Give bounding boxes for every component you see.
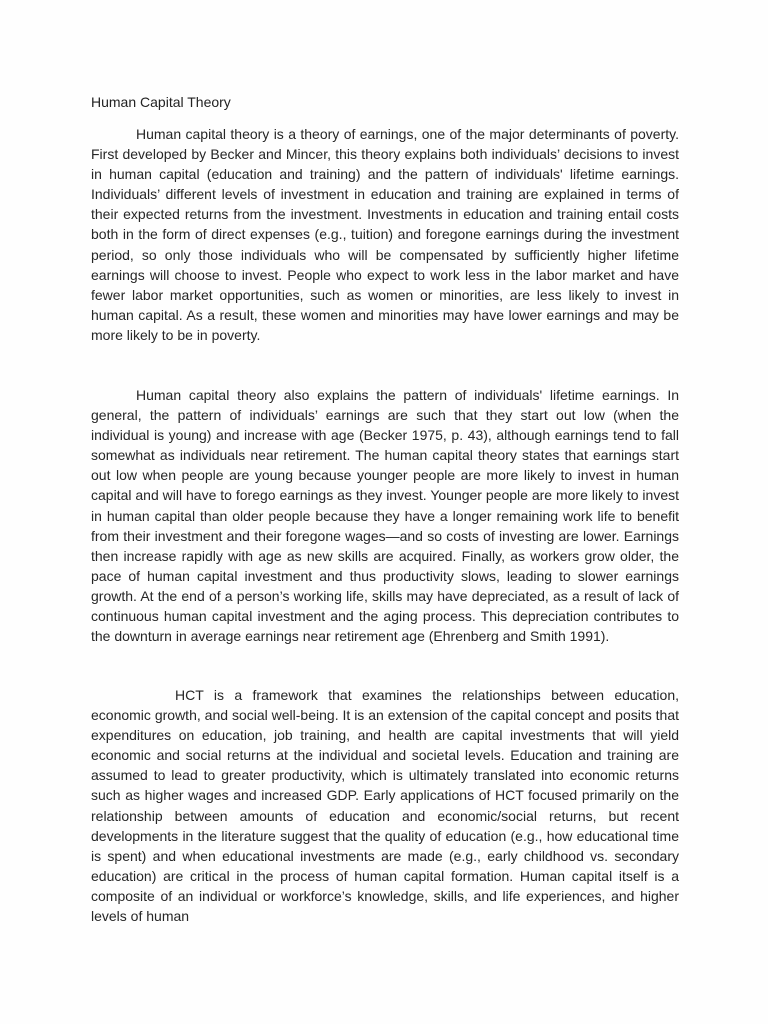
paragraph-3: HCT is a framework that examines the relationships between education, economic growth, and social well-being. It is an extension of the capital concept and posits that expenditures on education, job training, and health are capital investments that will yield economic and social returns at the individual and societal levels. Education and training are assumed to lead to greater productivity, which is ultimately translated into economic returns such as higher wages and increased GDP. Early applications of HCT focused primarily on the relationship between amounts of education and economic/social returns, but recent developments in the literature suggest that the quality of education (e.g., how educational time is spent) and when educational investments are made (e.g., early childhood vs. secondary education) are critical in the process of human capital formation. Human capital itself is a composite of an individual or workforce’s knowledge, skills, and life experiences, and higher levels of human bbox=[91, 687, 679, 925]
paragraph-2: Human capital theory also explains the pattern of individuals' lifetime earnings. In general, the pattern of individuals’ earnings are such that they start out low (when the individual is young) and increase with age (Becker 1975, p. 43), although earnings tend to fall somewhat as individuals near retirement. The human capital theory states that earnings start out low when people are young because younger people are more likely to invest in human capital and will have to forego earnings as they invest. Younger people are more likely to invest in human capital than older people because they have a longer remaining work life to benefit from their investment and their foregone wages—and so costs of investing are lower. Earnings then increase rapidly with age as new skills are acquired. Finally, as workers grow older, the pace of human capital investment and thus productivity slows, leading to slower earnings growth. At the end of a person’s working life, skills may have depreciated, as a result of lack of continuous human capital investment and the aging process. This depreciation contributes to the downturn in average earnings near retirement age (Ehrenberg and Smith 1991). bbox=[91, 387, 679, 645]
document-title: Human Capital Theory bbox=[91, 94, 231, 110]
paragraph-1: Human capital theory is a theory of earnings, one of the major determinants of poverty. First developed by Becker and Mincer, this theory explains both individuals’ decisions to invest in human capital (education and training) and the pattern of individuals' lifetime earnings. Individuals’ different levels of investment in education and training are explained in terms of their expected returns from the investment. Investments in education and training entail costs both in the form of direct expenses (e.g., tuition) and foregone earnings during the investment period, so only those individuals who will be compensated by sufficiently higher lifetime earnings will choose to invest. People who expect to work less in the labor market and have fewer labor market opportunities, such as women or minorities, are less likely to invest in human capital. As a result, these women and minorities may have lower earnings and may be more likely to be in poverty. bbox=[91, 126, 679, 343]
